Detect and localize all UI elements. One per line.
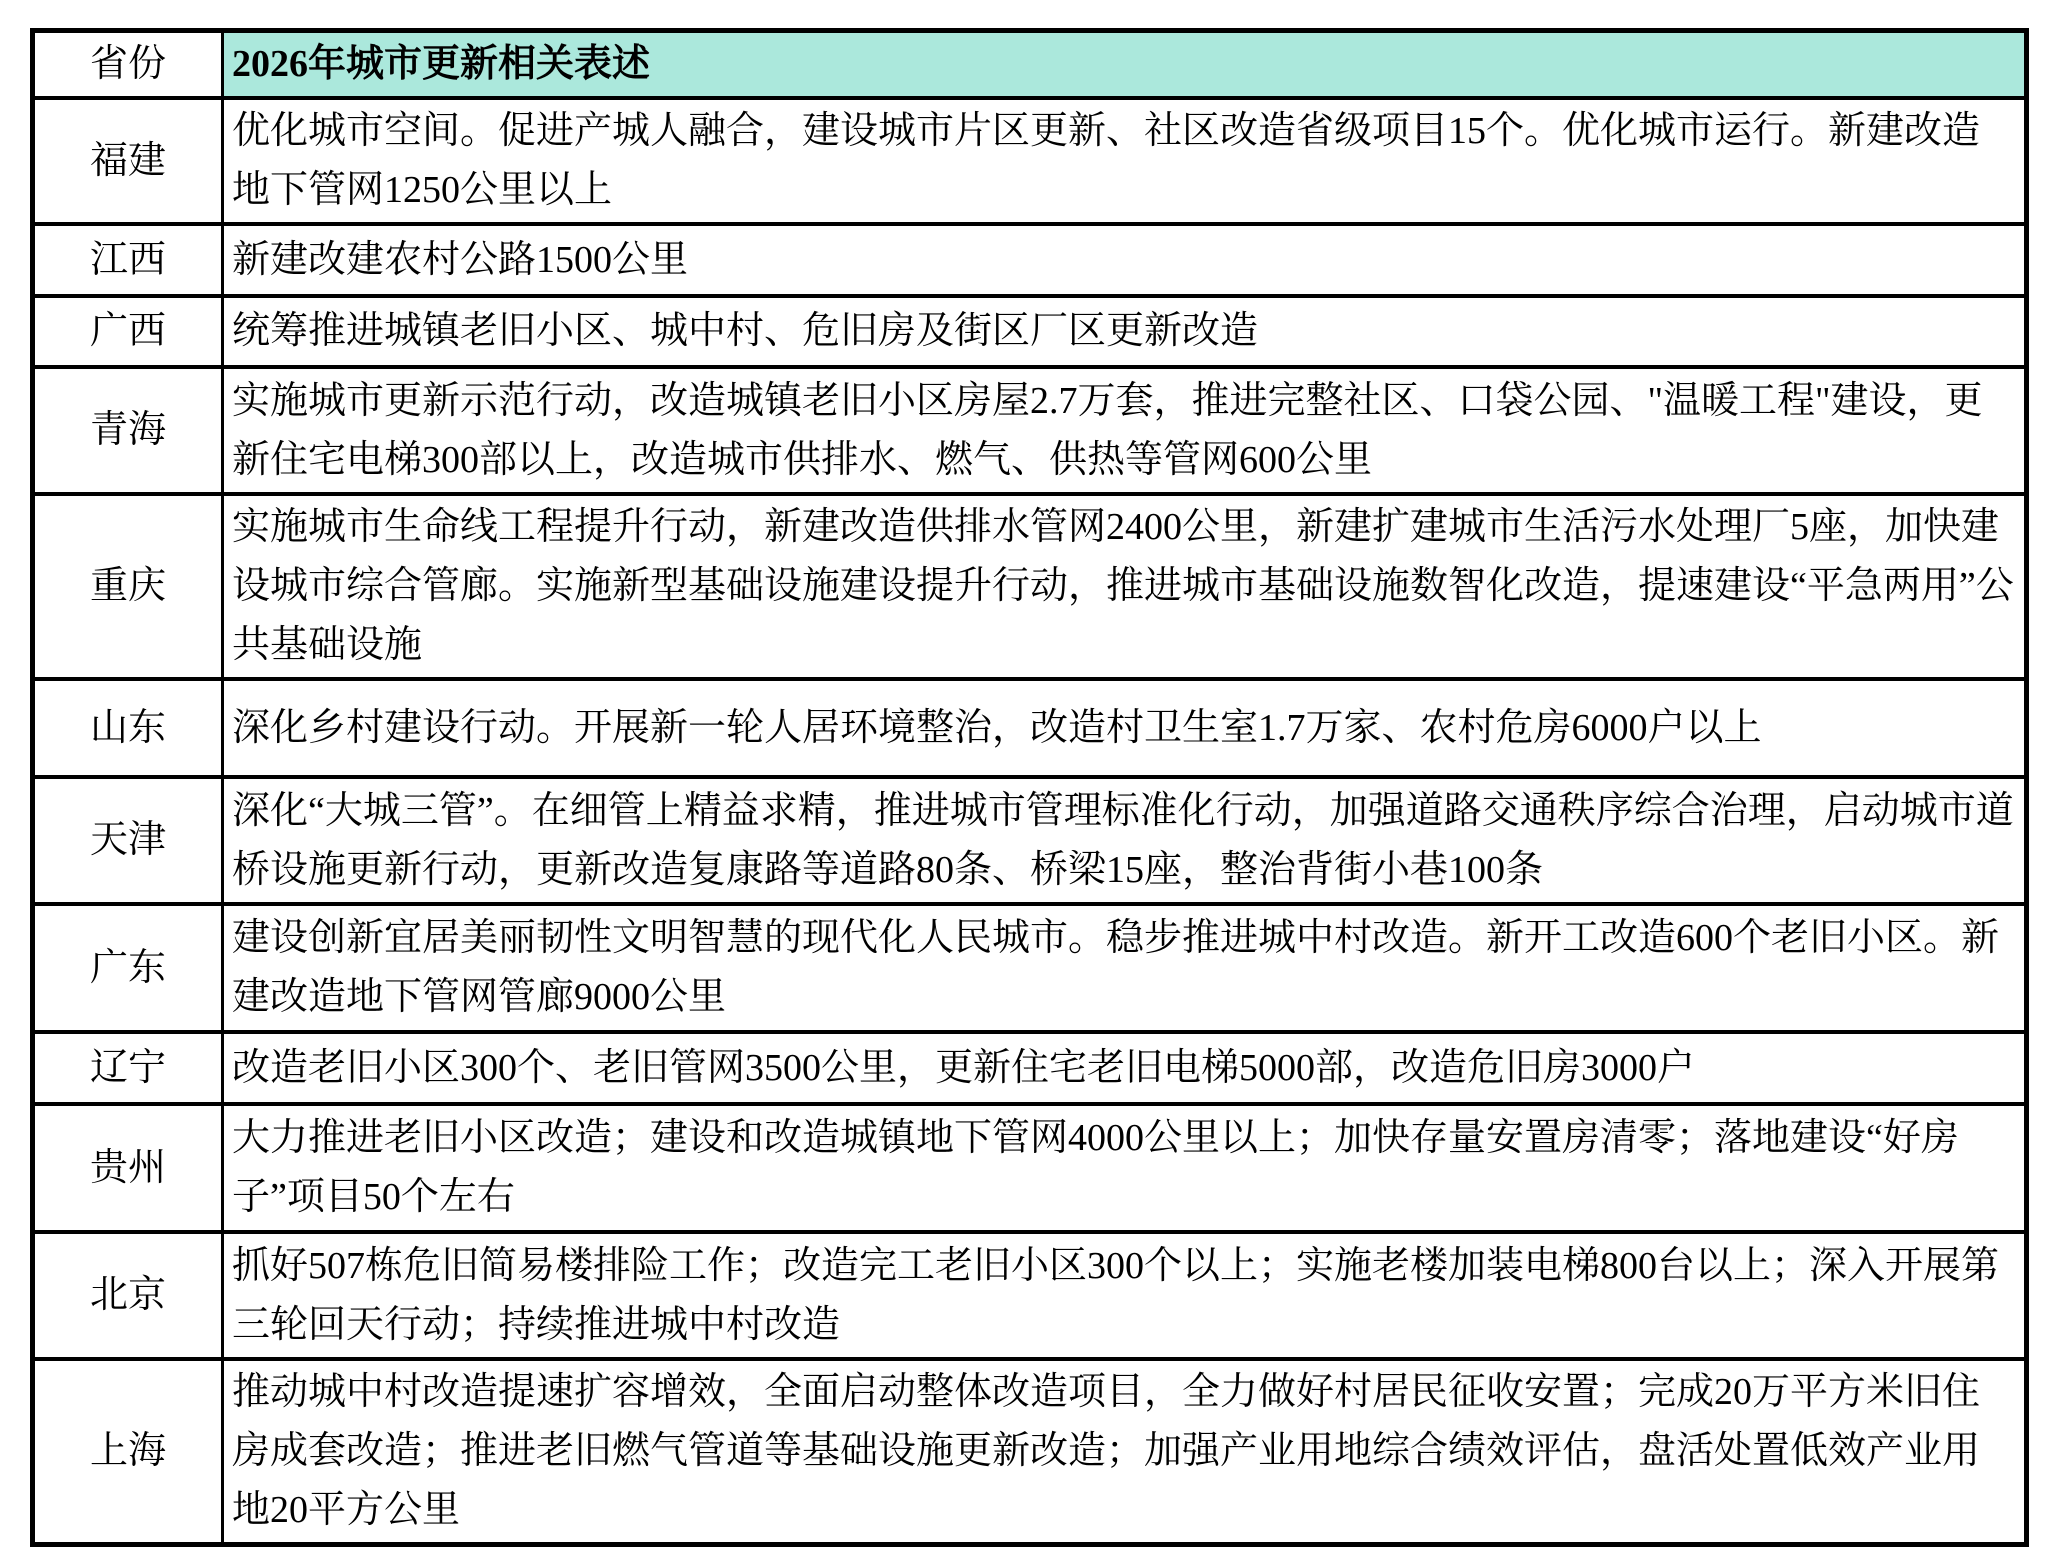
statement-cell: 优化城市空间。促进产城人融合，建设城市片区更新、社区改造省级项目15个。优化城市运行。新建改造地下管网1250公里以上	[223, 98, 2027, 224]
table-row	[33, 1104, 2027, 1232]
province-cell: 辽宁	[33, 1032, 223, 1104]
province-cell: 广东	[33, 904, 223, 1032]
province-cell: 天津	[33, 777, 223, 904]
table-row	[33, 98, 2027, 224]
province-cell: 北京	[33, 1232, 223, 1359]
table-row	[33, 777, 2027, 904]
statement-cell: 改造老旧小区300个、老旧管网3500公里，更新住宅老旧电梯5000部，改造危旧房3000户	[223, 1032, 2027, 1104]
table-row	[33, 367, 2027, 494]
statement-cell: 推动城中村改造提速扩容增效，全面启动整体改造项目，全力做好村居民征收安置；完成20万平方米旧住房成套改造；推进老旧燃气管道等基础设施更新改造；加强产业用地综合绩效评估，盘活处置低效产业用地20平方公里	[223, 1359, 2027, 1545]
statement-cell: 新建改建农村公路1500公里	[223, 224, 2027, 296]
province-cell: 上海	[33, 1359, 223, 1545]
table-row	[33, 296, 2027, 367]
province-renewal-table	[30, 28, 2029, 1547]
statement-cell: 实施城市生命线工程提升行动，新建改造供排水管网2400公里，新建扩建城市生活污水处理厂5座，加快建设城市综合管廊。实施新型基础设施建设提升行动，推进城市基础设施数智化改造，提速建设“平急两用”公共基础设施	[223, 494, 2027, 679]
statement-cell: 统筹推进城镇老旧小区、城中村、危旧房及街区厂区更新改造	[223, 296, 2027, 367]
statement-cell: 实施城市更新示范行动，改造城镇老旧小区房屋2.7万套，推进完整社区、口袋公园、"温暖工程"建设，更新住宅电梯300部以上，改造城市供排水、燃气、供热等管网600公里	[223, 367, 2027, 494]
table-row	[33, 904, 2027, 1032]
header-row	[33, 31, 2027, 99]
table-body	[33, 98, 2027, 1545]
table-row	[33, 494, 2027, 679]
province-cell: 江西	[33, 224, 223, 296]
province-cell: 重庆	[33, 494, 223, 679]
province-cell: 福建	[33, 98, 223, 224]
table-row	[33, 679, 2027, 777]
statement-cell: 建设创新宜居美丽韧性文明智慧的现代化人民城市。稳步推进城中村改造。新开工改造600个老旧小区。新建改造地下管网管廊9000公里	[223, 904, 2027, 1032]
province-cell: 贵州	[33, 1104, 223, 1232]
table-row	[33, 224, 2027, 296]
province-cell: 青海	[33, 367, 223, 494]
statement-cell: 抓好507栋危旧简易楼排险工作；改造完工老旧小区300个以上；实施老楼加装电梯800台以上；深入开展第三轮回天行动；持续推进城中村改造	[223, 1232, 2027, 1359]
table-row	[33, 1359, 2027, 1545]
province-cell: 广西	[33, 296, 223, 367]
header-cell-province: 省份	[33, 31, 223, 99]
statement-cell: 大力推进老旧小区改造；建设和改造城镇地下管网4000公里以上；加快存量安置房清零；落地建设“好房子”项目50个左右	[223, 1104, 2027, 1232]
statement-cell: 深化“大城三管”。在细管上精益求精，推进城市管理标准化行动，加强道路交通秩序综合治理，启动城市道桥设施更新行动，更新改造复康路等道路80条、桥梁15座，整治背街小巷100条	[223, 777, 2027, 904]
province-cell: 山东	[33, 679, 223, 777]
table-row	[33, 1032, 2027, 1104]
table-row	[33, 1232, 2027, 1359]
header-cell-statement: 2026年城市更新相关表述	[223, 31, 2027, 99]
statement-cell: 深化乡村建设行动。开展新一轮人居环境整治，改造村卫生室1.7万家、农村危房6000户以上	[223, 679, 2027, 777]
